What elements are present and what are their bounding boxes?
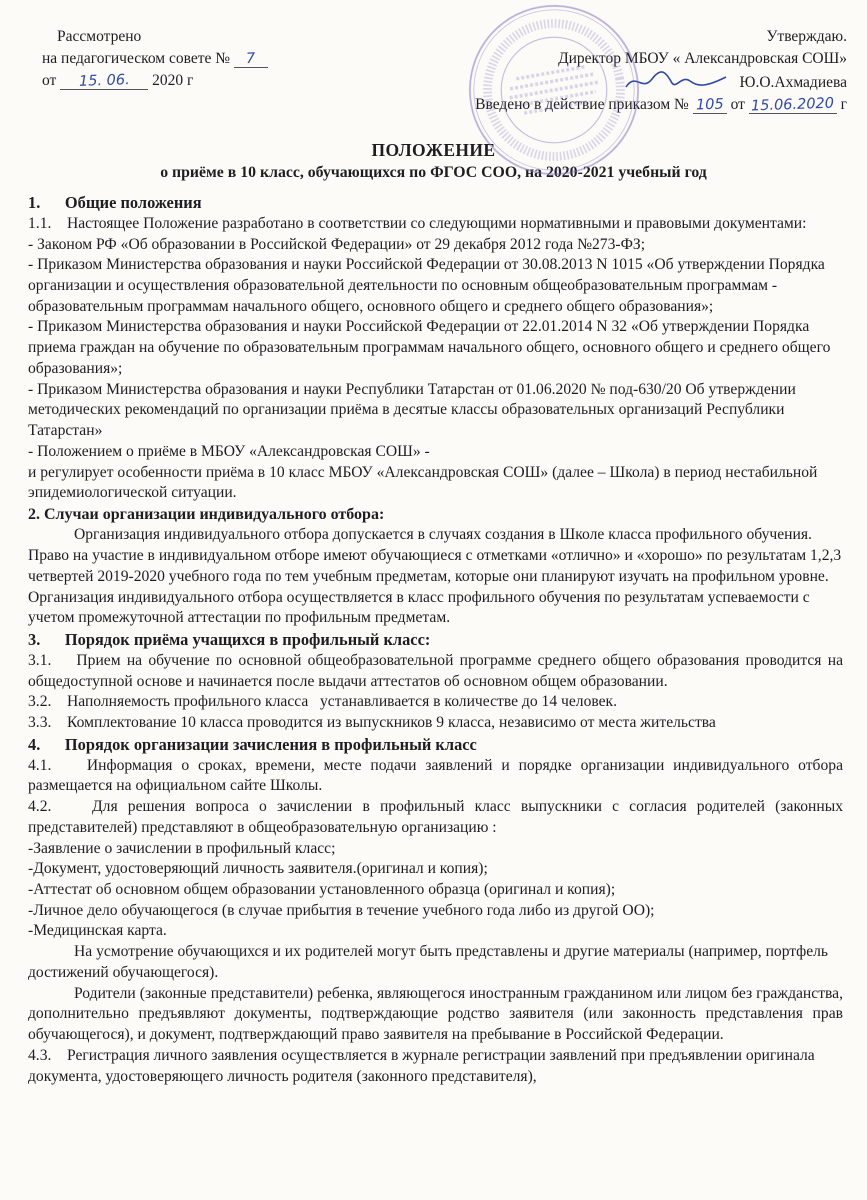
paragraph: Родители (законные представители) ребенка, являющегося иностранным гражданином или лицом без гражданства, дополнительно предъявляют документы, подтверждающие родство заявителя (или законность представления прав обучающегося), и документ, подтверждающий право заявителя на пребывание в Российской Федерации. [28, 984, 843, 1044]
paragraph: 2. Случаи организации индивидуального отбора: [28, 506, 385, 524]
paragraph: -Документ, удостоверяющий личность заявителя.(оригинал и копия); [28, 860, 488, 878]
director-signature-icon [622, 70, 732, 94]
review-date-slot [60, 73, 148, 90]
title-subtitle: о приёме в 10 класс, обучающихся по ФГОС СОО, на 2020-2021 учебный год [160, 164, 707, 181]
order-suffix: г [840, 96, 847, 113]
council-line [42, 48, 342, 70]
paragraph: - Приказом Министерства образования и науки Российской Федерации от 30.08.2013 N 1015 «Об утверждении Порядка организации и осуществления образовательной деятельности по основным общеобразовательным программам - образовательным программам начального общего, основного общего и среднего общего образования»; [28, 256, 825, 315]
paragraph: 3.1. Прием на обучение по основной общеобразовательной программе среднего общего образования проводится на общедоступной основе и начинается после выдачи аттестатов об основном общем образовании. [28, 651, 843, 690]
order-prefix: Введено в действие приказом № [475, 96, 689, 113]
document-title [0, 140, 867, 182]
director-line: Директор МБОУ « Александровская СОШ» [558, 50, 847, 67]
paragraph: -Аттестат об основном общем образовании установленного образца (оригинал и копия); [28, 881, 616, 898]
paragraph: 1.1. Настоящее Положение разработано в соответствии со следующими нормативными и правовыми документами: [28, 214, 807, 232]
title-main: ПОЛОЖЕНИЕ [371, 140, 496, 160]
director-name: Ю.О.Ахмадиева [739, 74, 847, 91]
paragraph: - Положением о приёме в МБОУ «Александровская СОШ» - [28, 442, 430, 460]
order-mid: от [730, 96, 745, 113]
order-line [475, 94, 847, 116]
document-body [0, 182, 867, 1087]
paragraph: Организация индивидуального отбора допускается в случаях создания в Школе класса профильного обучения. Право на участие в индивидуальном отборе имеют обучающиеся с отметками «отлично» и «хорошо» по результатам 1,2,3 четвертей 2019-2020 учебного года по тем учебным предметам, которые они планируют изучать на профильном уровне. Организация индивидуального отбора осуществляется в класс профильного обучения по результатам успеваемости с учетом промежуточной аттестации по профильным предметам. [28, 526, 842, 627]
order-date-handwritten: 15.06.2020 [750, 95, 835, 115]
paragraph: 3.2. Наполняемость профильного класса устанавливается в количестве до 14 человек. [28, 693, 618, 711]
paragraph: 4.1. Информация о сроках, времени, месте подачи заявлений и порядке организации индивидуального отбора размещается на официальном сайте Школы. [28, 756, 843, 795]
reviewed-label: Рассмотрено [57, 28, 142, 45]
approve-label: Утверждаю. [766, 28, 847, 45]
paragraph: 3. Порядок приёма учащихся в профильный класс: [28, 630, 431, 650]
review-block [42, 26, 342, 116]
council-prefix: на педагогическом совете № [42, 50, 231, 67]
order-date-slot [749, 97, 837, 114]
paragraph: - Приказом Министерства образования и науки Республики Татарстан от 01.06.2020 № под-630/20 Об утверждении методических рекомендаций по организации приёма в десятые классы образовательных организаций Республики Татарстан» [28, 380, 796, 440]
council-number-handwritten: 7 [245, 50, 256, 68]
review-year: 2020 г [152, 72, 194, 89]
review-date-handwritten: 15. 06. [78, 72, 130, 90]
council-number-slot [234, 51, 268, 68]
paragraph: -Личное дело обучающегося (в случае прибытия в течение учебного года либо из другой ОО); [28, 901, 655, 919]
paragraph: -Заявление о зачислении в профильный класс; [28, 839, 336, 857]
paragraph: 1. Общие положения [28, 193, 202, 212]
paragraph: -Медицинская карта. [28, 922, 167, 940]
paragraph: 4. Порядок организации зачисления в профильный класс [28, 734, 477, 754]
approval-block [475, 26, 853, 116]
paragraph: 4.2. Для решения вопроса о зачислении в профильный класс выпускники с согласия родителей (законных представителей) представляют в общеобразовательную организацию : [28, 798, 843, 836]
signature-row [475, 70, 847, 94]
paragraph: 4.3. Регистрация личного заявления осуществляется в журнале регистрации заявлений при предъявлении оригинала документа, удостоверяющего личность родителя (законного представителя), [28, 1046, 815, 1085]
order-number-slot [693, 97, 727, 114]
document-header [0, 0, 867, 116]
paragraph: - Приказом Министерства образования и науки Российской Федерации от 22.01.2014 N 32 «Об утверждении Порядка приема граждан на обучение по образовательным программам начального общего, основного общего и среднего общего образования»; [28, 318, 831, 377]
paragraph: 3.3. Комплектование 10 класса проводится из выпускников 9 класса, независимо от места жительства [28, 714, 716, 732]
date-prefix: от [42, 72, 57, 89]
paragraph: - Законом РФ «Об образовании в Российской Федерации» от 29 декабря 2012 года №273-ФЗ; [28, 235, 646, 253]
paragraph: и регулирует особенности приёма в 10 класс МБОУ «Александровская СОШ» (далее – Школа) в период нестабильной эпидемиологической ситуации. [28, 463, 818, 502]
paragraph: На усмотрение обучающихся и их родителей могут быть представлены и другие материалы (например, портфель достижений обучающегося). [28, 943, 829, 981]
review-date-line [42, 70, 342, 92]
order-number-handwritten: 105 [695, 96, 724, 114]
